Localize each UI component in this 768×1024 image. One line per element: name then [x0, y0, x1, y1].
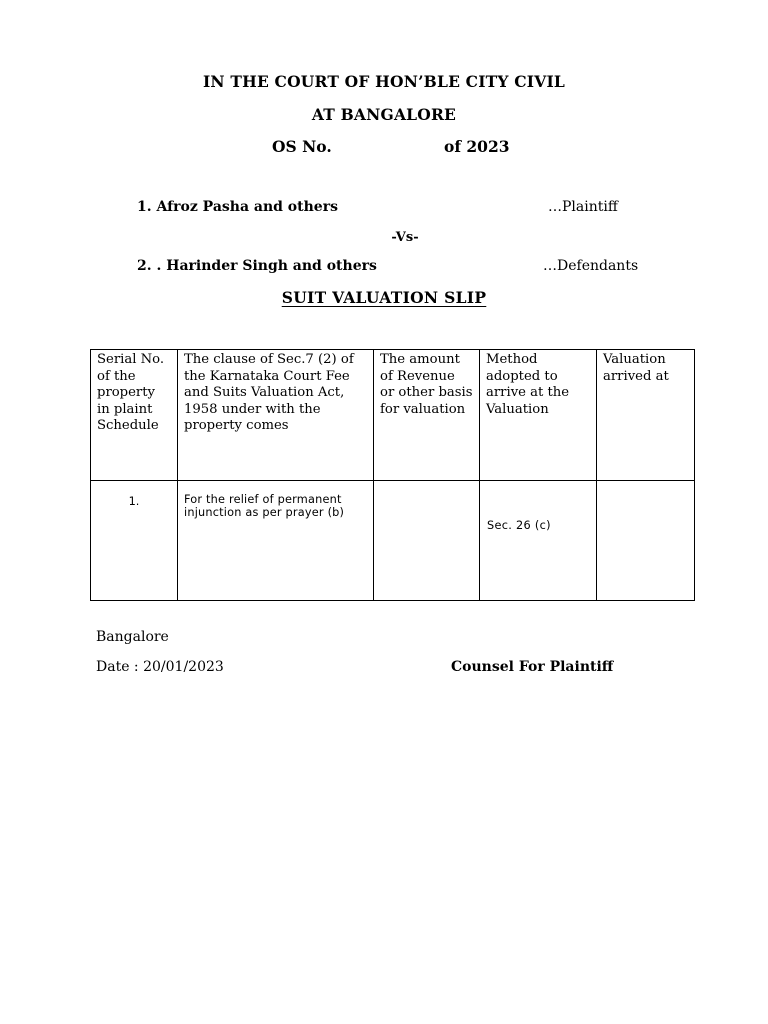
header-valuation: Valuation arrived at — [597, 350, 695, 481]
header-serial: Serial No. of the property in plaint Schedule — [91, 350, 178, 481]
valuation-table — [90, 349, 695, 601]
header-clause: The clause of Sec.7 (2) of the Karnataka Court Fee and Suits Valuation Act, 1958 under with the property comes — [178, 350, 374, 481]
footer-date: Date : 20/01/2023 — [96, 659, 224, 675]
header-method: Method adopted to arrive at the Valuation — [480, 350, 597, 481]
cell-clause: For the relief of permanent injunction as per prayer (b) — [178, 481, 374, 601]
header-amount: The amount of Revenue or other basis for valuation — [374, 350, 480, 481]
defendant-name: 2. . Harinder Singh and others — [137, 258, 377, 274]
plaintiff-role: …Plaintiff — [548, 199, 618, 215]
cell-valuation — [597, 481, 695, 601]
counsel-signature: Counsel For Plaintiff — [451, 659, 614, 675]
court-heading: IN THE COURT OF HON’BLE CITY CIVIL — [202, 72, 566, 91]
cell-amount — [374, 481, 480, 601]
os-year: of 2023 — [444, 137, 510, 156]
cell-serial: 1. — [91, 481, 178, 601]
defendant-role: …Defendants — [543, 258, 639, 274]
table-row — [91, 481, 695, 601]
suit-valuation-title: SUIT VALUATION SLIP — [281, 288, 487, 307]
plaintiff-name: 1. Afroz Pasha and others — [137, 199, 338, 215]
versus-label: -Vs- — [391, 230, 419, 245]
footer-place: Bangalore — [96, 629, 169, 645]
cell-method: Sec. 26 (c) — [480, 481, 597, 601]
table-header-row — [91, 350, 695, 481]
court-place: AT BANGALORE — [311, 105, 457, 124]
os-number-label: OS No. — [272, 137, 332, 156]
